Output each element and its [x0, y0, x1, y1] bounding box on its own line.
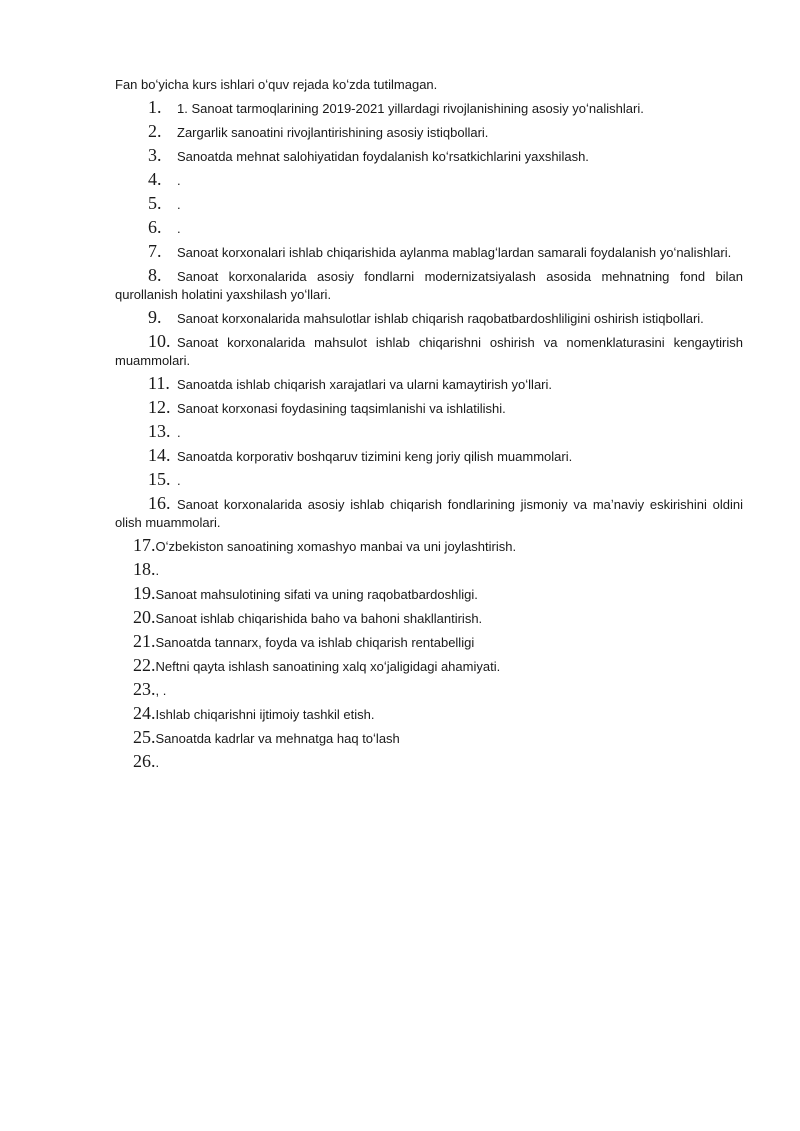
list-item-number: 22. [133, 655, 156, 675]
list-item-text: Sanoat korxonalarida asosiy ishlab chiqarish fondlarining jismoniy va maʼnaviy eskirishini oldini olish muammolari. [115, 497, 743, 530]
list-item [115, 308, 743, 328]
list-item-text: . [177, 425, 181, 440]
list-item-number: 5. [148, 193, 162, 213]
list-item [115, 98, 743, 118]
list-item-text: . [177, 473, 181, 488]
list-item [115, 146, 743, 166]
list-item-number: 21. [133, 631, 156, 651]
list-item-number: 6. [148, 217, 162, 237]
list-item-text: Sanoat ishlab chiqarishida baho va bahoni shakllantirish. [155, 611, 483, 626]
list-item [115, 122, 743, 142]
list-item-number: 11. [148, 373, 170, 393]
list-item-number: 26. [133, 751, 156, 771]
list-item-text: Zargarlik sanoatini rivojlantirishining asosiy istiqbollari. [177, 125, 489, 140]
list-item-text: . [177, 197, 181, 212]
list-item-text: , . [155, 683, 167, 698]
list-item [115, 194, 743, 214]
list-item [115, 584, 743, 604]
list-item-text: Sanoatda kadrlar va mehnatga haq toʻlash [155, 731, 400, 746]
list-item [115, 728, 743, 748]
list-item [115, 656, 743, 676]
list-item-number: 1. [148, 97, 162, 117]
list-item-number: 16. [148, 493, 171, 513]
list-item-text: Sanoatda tannarx, foyda va ishlab chiqarish rentabelligi [155, 635, 475, 650]
list-item [115, 374, 743, 394]
list-item-number: 17. [133, 535, 156, 555]
list-item-number: 10. [148, 331, 171, 351]
list-item-text: Sanoatda ishlab chiqarish xarajatlari va ularni kamaytirish yoʻllari. [177, 377, 553, 392]
list-item-text: Sanoatda korporativ boshqaruv tizimini keng joriy qilish muammolari. [177, 449, 573, 464]
list-item-number: 13. [148, 421, 171, 441]
document-page [115, 76, 743, 776]
list-item-number: 15. [148, 469, 171, 489]
list-item-text: Ishlab chiqarishni ijtimoiy tashkil etish. [155, 707, 375, 722]
list-item [115, 242, 743, 262]
list-item-number: 4. [148, 169, 162, 189]
list-item-text: . [155, 755, 160, 770]
list-item-number: 8. [148, 265, 162, 285]
list-item-text: 1. Sanoat tarmoqlarining 2019-2021 yillardagi rivojlanishining asosiy yoʻnalishlari. [177, 101, 644, 116]
list-item-text: . [177, 221, 181, 236]
list-item-number: 2. [148, 121, 162, 141]
list-item-number: 14. [148, 445, 171, 465]
list-item [115, 680, 743, 700]
list-item [115, 332, 743, 370]
list-item-number: 12. [148, 397, 171, 417]
list-item [115, 446, 743, 466]
list-item-text: Sanoat korxonalarida mahsulot ishlab chiqarishni oshirish va nomenklaturasini kengaytirish muammolari. [115, 335, 743, 368]
list-item-number: 24. [133, 703, 156, 723]
list-item-number: 20. [133, 607, 156, 627]
intro-text: Fan boʻyicha kurs ishlari oʻquv rejada koʻzda tutilmagan. [115, 77, 438, 92]
list-item-text: Sanoat korxonasi foydasining taqsimlanishi va ishlatilishi. [177, 401, 506, 416]
list-item-number: 18. [133, 559, 156, 579]
list-item-number: 7. [148, 241, 162, 261]
list-item-text: . [177, 173, 181, 188]
list-item [115, 536, 743, 556]
list-item-text: Sanoatda mehnat salohiyatidan foydalanish koʻrsatkichlarini yaxshilash. [177, 149, 589, 164]
list-item-text: Sanoat korxonalari ishlab chiqarishida aylanma mablagʻlardan samarali foydalanish yoʻnalishlari. [177, 245, 732, 260]
list-item-number: 3. [148, 145, 162, 165]
list-item [115, 560, 743, 580]
list-item-text: Sanoat mahsulotining sifati va uning raqobatbardoshligi. [155, 587, 478, 602]
list-item-text: . [155, 563, 160, 578]
topic-list-secondary [115, 536, 743, 772]
list-item [115, 752, 743, 772]
list-item-number: 9. [148, 307, 162, 327]
list-item [115, 632, 743, 652]
list-item [115, 170, 743, 190]
list-item [115, 422, 743, 442]
list-item [115, 266, 743, 304]
list-item-text: Neftni qayta ishlash sanoatining xalq xoʻjaligidagi ahamiyati. [155, 659, 501, 674]
list-item [115, 608, 743, 628]
list-item [115, 398, 743, 418]
list-item-text: Oʻzbekiston sanoatining xomashyo manbai va uni joylashtirish. [155, 539, 517, 554]
list-item-text: Sanoat korxonalarida mahsulotlar ishlab chiqarish raqobatbardoshliligini oshirish istiqbollari. [177, 311, 704, 326]
topic-list-primary [115, 98, 743, 532]
list-item-number: 19. [133, 583, 156, 603]
list-item [115, 494, 743, 532]
list-item [115, 470, 743, 490]
list-item [115, 218, 743, 238]
list-item [115, 704, 743, 724]
list-item-text: Sanoat korxonalarida asosiy fondlarni modernizatsiyalash asosida mehnatning fond bilan qurollanish holatini yaxshilash yoʻllari. [115, 269, 743, 302]
list-item-number: 23. [133, 679, 156, 699]
list-item-number: 25. [133, 727, 156, 747]
